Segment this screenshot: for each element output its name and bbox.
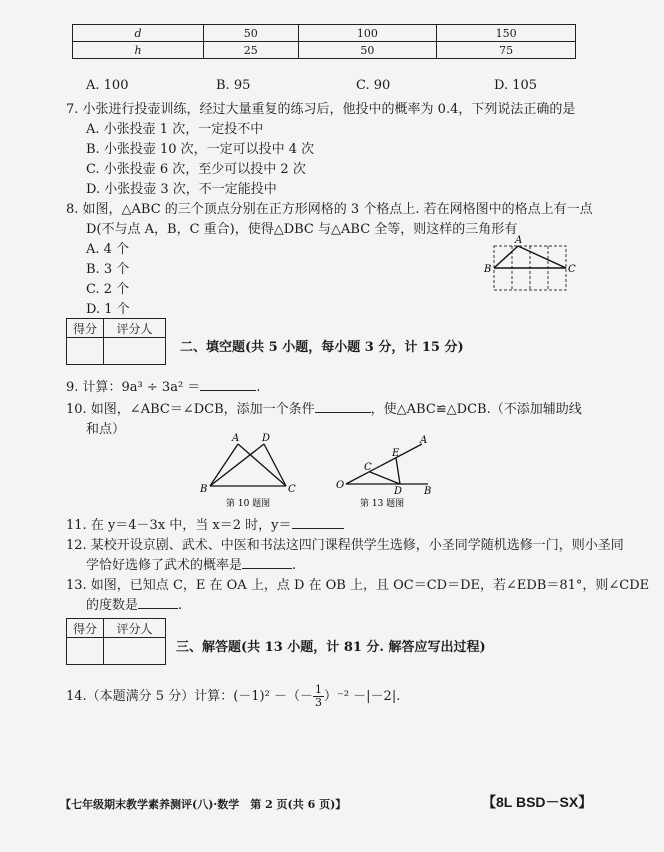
q13-text: 的度数是 [86, 598, 139, 613]
q8-option-c: C. 2 个 [86, 282, 130, 297]
table-cell: 150 [437, 25, 576, 42]
point-label: C [568, 264, 576, 275]
point-label: A [515, 235, 523, 246]
table-cell: 100 [298, 25, 437, 42]
q12-text: 学恰好选修了武术的概率是 [86, 558, 243, 573]
q9-text: 9. 计算：9a³ ÷ 3a² ＝ [66, 380, 201, 395]
fraction [313, 684, 324, 709]
q13-end: . [178, 598, 183, 613]
q12-line2 [86, 554, 296, 573]
figure-13-caption: 第 13 题图 [360, 499, 405, 509]
score-header: 得分 [67, 619, 104, 638]
point-label: B [200, 484, 208, 495]
point-label: C [364, 462, 372, 473]
point-label: D [262, 433, 271, 444]
q13-answer-blank[interactable] [138, 608, 178, 609]
data-table [72, 24, 576, 59]
q11-question [66, 514, 344, 533]
point-label: C [288, 484, 296, 495]
q13-line1: 13. 如图，已知点 C，E 在 OA 上，点 D 在 OB 上，且 OC＝CD＝DE，若∠EDB＝81°，则∠CDE [66, 578, 650, 593]
q7-stem: 7. 小张进行投壶训练，经过大量重复的练习后，他投中的概率为 0.4，下列说法正确的是 [66, 102, 576, 117]
table-cell: 50 [298, 42, 437, 59]
figure-13 [334, 434, 444, 512]
q6-option-c: C. 90 [356, 78, 391, 93]
score-header: 得分 [67, 319, 104, 338]
q11-text: 11. 在 y＝4－3x 中，当 x＝2 时，y＝ [66, 518, 292, 533]
q8-stem-line1: 8. 如图，△ABC 的三个顶点分别在正方形网格的 3 个格点上. 若在网格图中的格点上有一点 [66, 202, 593, 217]
q12-end: . [292, 558, 297, 573]
figure-10 [196, 432, 306, 512]
q8-option-b: B. 3 个 [86, 262, 130, 277]
table-cell: d [73, 25, 204, 42]
score-box [66, 618, 166, 665]
point-label: O [336, 480, 345, 491]
point-label: A [232, 433, 240, 444]
q10-line1 [66, 398, 582, 417]
table-cell: 50 [204, 25, 299, 42]
fraction-denominator: 3 [314, 696, 322, 709]
q10-answer-blank[interactable] [315, 412, 371, 413]
point-label: B [424, 486, 432, 497]
table-cell: h [73, 42, 204, 59]
q11-answer-blank[interactable] [292, 528, 344, 529]
point-label: B [484, 264, 492, 275]
table-row [73, 25, 576, 42]
q7-option-c: C. 小张投壶 6 次，至少可以投中 2 次 [86, 162, 306, 177]
q10-text-b: ，使△ABC≌△DCB.（不添加辅助线 [370, 402, 582, 417]
q8-option-a: A. 4 个 [86, 242, 130, 257]
q6-option-b: B. 95 [216, 78, 251, 93]
fraction-numerator: 1 [314, 683, 322, 696]
grader-cell[interactable] [104, 638, 166, 665]
q10-text-a: 10. 如图，∠ABC＝∠DCB，添加一个条件 [66, 402, 315, 417]
grader-header: 评分人 [104, 319, 166, 338]
q8-option-d: D. 1 个 [86, 302, 130, 317]
q12-line1: 12. 某校开设京剧、武术、中医和书法这四门课程供学生选修，小圣同学随机选修一门，则小圣同 [66, 538, 624, 553]
score-box [66, 318, 166, 365]
figure-10-caption: 第 10 题图 [226, 499, 271, 509]
grader-header: 评分人 [104, 619, 166, 638]
section-2-heading: 二、填空题(共 5 小题，每小题 3 分，计 15 分) [180, 340, 464, 355]
point-label: E [392, 448, 400, 459]
point-label: A [420, 435, 428, 446]
q14-suffix: ）⁻² －|－2|. [323, 689, 401, 704]
q12-answer-blank[interactable] [242, 568, 292, 569]
q13-line2 [86, 594, 182, 613]
q14-question [66, 682, 400, 712]
footer-right: 【8L BSD－SX】 [482, 794, 593, 810]
q8-grid-figure [482, 234, 578, 296]
score-cell[interactable] [67, 338, 104, 365]
q6-option-a: A. 100 [86, 78, 129, 93]
footer-left: 【七年级期末教学素养测评(八)·数学 第 2 页(共 6 页)】 [60, 798, 347, 811]
q9-question [66, 376, 260, 395]
q8-stem-line2: D(不与点 A，B，C 重合)，使得△DBC 与△ABC 全等，则这样的三角形有 [86, 222, 518, 237]
q10-line2: 和点） [86, 422, 126, 437]
q7-option-b: B. 小张投壶 10 次，一定可以投中 4 次 [86, 142, 315, 157]
q14-prefix: 14.（本题满分 5 分）计算：(－1)² －（－ [66, 689, 313, 704]
q7-option-a: A. 小张投壶 1 次，一定投不中 [86, 122, 264, 137]
table-cell: 25 [204, 42, 299, 59]
score-cell[interactable] [67, 638, 104, 665]
point-label: D [394, 486, 403, 497]
table-cell: 75 [437, 42, 576, 59]
q6-option-d: D. 105 [494, 78, 538, 93]
q9-end: . [256, 380, 261, 395]
grader-cell[interactable] [104, 338, 166, 365]
table-row [73, 42, 576, 59]
q9-answer-blank[interactable] [200, 390, 256, 391]
q7-option-d: D. 小张投壶 3 次，不一定能投中 [86, 182, 277, 197]
section-3-heading: 三、解答题(共 13 小题，计 81 分. 解答应写出过程) [176, 640, 486, 655]
